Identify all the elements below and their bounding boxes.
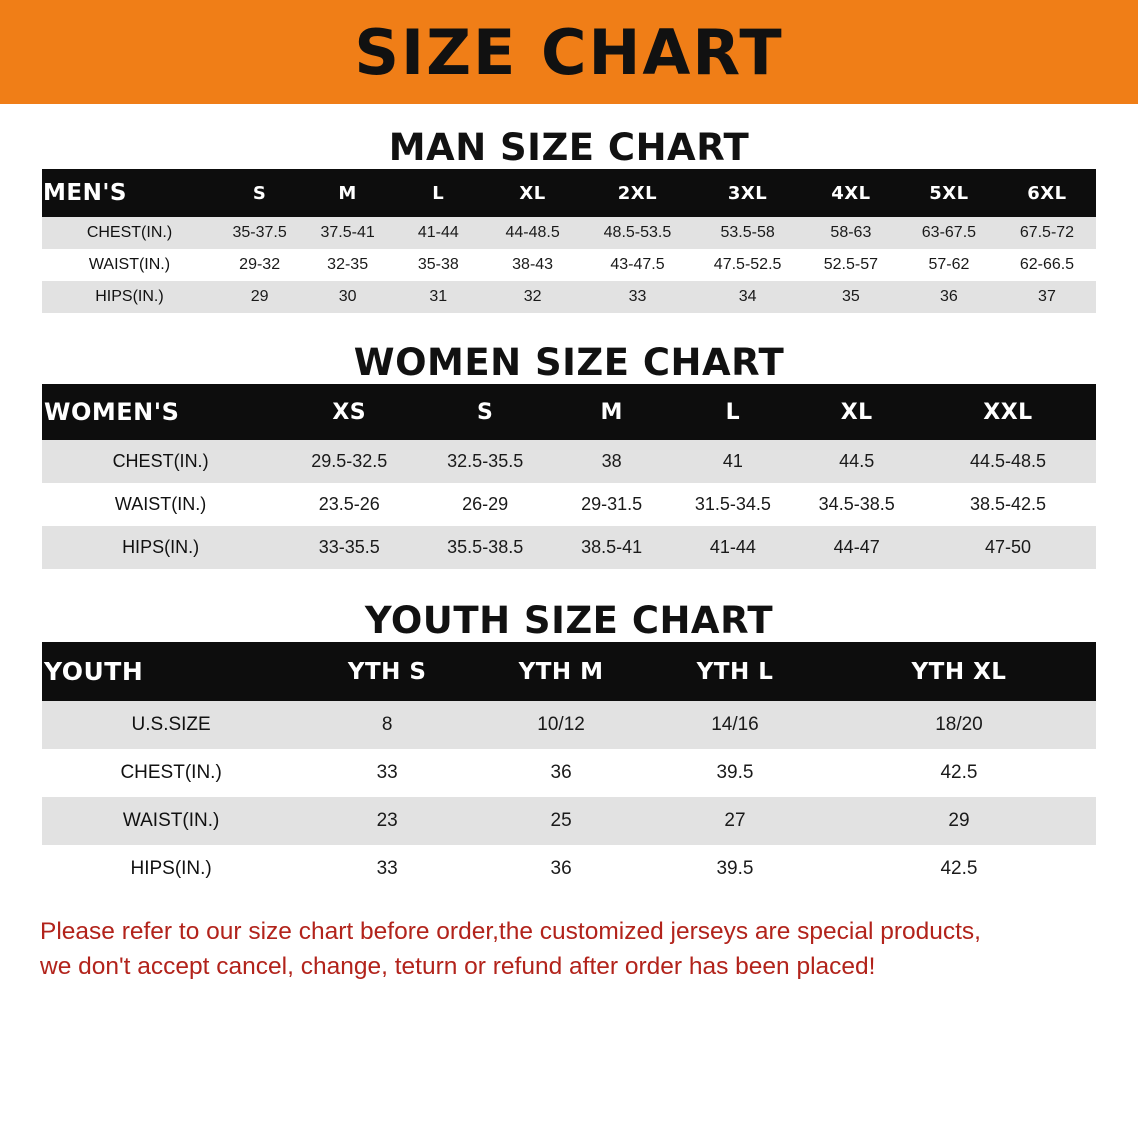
cell: 29-31.5 [551,483,672,526]
cell: 31.5-34.5 [672,483,793,526]
cell: 34.5-38.5 [793,483,919,526]
table-header-row [42,169,1096,217]
cell: 44.5 [793,440,919,483]
youth-header-cell: YTH M [474,642,648,701]
cell: 33 [300,749,474,797]
cell: 31 [393,281,484,313]
cell: 18/20 [822,701,1096,749]
row-label: HIPS(IN.) [42,526,279,569]
page-banner [0,0,1138,104]
row-label: WAIST(IN.) [42,249,217,281]
women-section-title: WOMEN SIZE CHART [353,341,785,384]
cell: 48.5-53.5 [582,217,694,249]
women-header-cell: WOMEN'S [42,384,279,440]
youth-size-table [42,642,1096,893]
cell: 57-62 [900,249,998,281]
women-size-table [42,384,1096,569]
cell: 14/16 [648,701,822,749]
table-row [42,749,1096,797]
cell: 23.5-26 [279,483,419,526]
cell: 36 [900,281,998,313]
table-row [42,483,1096,526]
row-label: WAIST(IN.) [42,483,279,526]
cell: 47.5-52.5 [693,249,802,281]
cell: 37.5-41 [302,217,393,249]
page-title: SIZE CHART [354,16,784,89]
cell: 38.5-42.5 [920,483,1096,526]
cell: 23 [300,797,474,845]
row-label: WAIST(IN.) [42,797,300,845]
women-table-wrap [0,384,1138,569]
cell: 52.5-57 [802,249,900,281]
cell: 34 [693,281,802,313]
cell: 43-47.5 [582,249,694,281]
row-label: HIPS(IN.) [42,281,217,313]
cell: 27 [648,797,822,845]
cell: 41-44 [672,526,793,569]
man-header-cell: 3XL [693,169,802,217]
man-table-wrap [0,169,1138,313]
row-label: CHEST(IN.) [42,749,300,797]
man-header-cell: 4XL [802,169,900,217]
cell: 8 [300,701,474,749]
cell: 53.5-58 [693,217,802,249]
cell: 58-63 [802,217,900,249]
cell: 47-50 [920,526,1096,569]
cell: 39.5 [648,749,822,797]
man-header-cell: M [302,169,393,217]
table-row [42,440,1096,483]
table-header-row [42,384,1096,440]
man-section-title: MAN SIZE CHART [388,126,750,169]
women-header-cell: S [419,384,551,440]
cell: 38-43 [484,249,582,281]
cell: 35 [802,281,900,313]
table-header-row [42,642,1096,701]
women-header-cell: XS [279,384,419,440]
women-header-cell: L [672,384,793,440]
cell: 35.5-38.5 [419,526,551,569]
man-header-cell: 2XL [582,169,694,217]
table-row [42,526,1096,569]
disclaimer-line-2: we don't accept cancel, change, teturn or refund after order has been placed! [40,952,876,980]
table-row [42,797,1096,845]
cell: 33-35.5 [279,526,419,569]
cell: 32 [484,281,582,313]
row-label: HIPS(IN.) [42,845,300,893]
table-row [42,701,1096,749]
cell: 36 [474,749,648,797]
man-header-cell: 5XL [900,169,998,217]
youth-section-title: YOUTH SIZE CHART [364,599,774,642]
man-size-table [42,169,1096,313]
cell: 44.5-48.5 [920,440,1096,483]
man-header-cell: MEN'S [42,169,217,217]
cell: 29 [217,281,302,313]
youth-table-wrap [0,642,1138,893]
cell: 29 [822,797,1096,845]
youth-header-cell: YOUTH [42,642,300,701]
cell: 39.5 [648,845,822,893]
cell: 35-38 [393,249,484,281]
table-row [42,281,1096,313]
cell: 37 [998,281,1096,313]
cell: 32.5-35.5 [419,440,551,483]
women-header-cell: XXL [920,384,1096,440]
row-label: CHEST(IN.) [42,440,279,483]
women-header-cell: M [551,384,672,440]
row-label: U.S.SIZE [42,701,300,749]
cell: 29.5-32.5 [279,440,419,483]
cell: 41 [672,440,793,483]
disclaimer-line-1: Please refer to our size chart before order,the customized jerseys are special products, [40,918,981,945]
man-header-cell: 6XL [998,169,1096,217]
table-row [42,845,1096,893]
cell: 63-67.5 [900,217,998,249]
cell: 42.5 [822,749,1096,797]
man-header-cell: XL [484,169,582,217]
cell: 32-35 [302,249,393,281]
cell: 10/12 [474,701,648,749]
cell: 36 [474,845,648,893]
cell: 38 [551,440,672,483]
cell: 41-44 [393,217,484,249]
man-header-cell: L [393,169,484,217]
youth-header-cell: YTH XL [822,642,1096,701]
cell: 33 [582,281,694,313]
disclaimer-note [40,915,1104,985]
cell: 42.5 [822,845,1096,893]
man-header-cell: S [217,169,302,217]
row-label: CHEST(IN.) [42,217,217,249]
women-header-cell: XL [793,384,919,440]
cell: 33 [300,845,474,893]
cell: 29-32 [217,249,302,281]
cell: 44-48.5 [484,217,582,249]
cell: 35-37.5 [217,217,302,249]
table-row [42,249,1096,281]
cell: 38.5-41 [551,526,672,569]
youth-header-cell: YTH L [648,642,822,701]
cell: 62-66.5 [998,249,1096,281]
cell: 26-29 [419,483,551,526]
youth-header-cell: YTH S [300,642,474,701]
cell: 30 [302,281,393,313]
table-row [42,217,1096,249]
cell: 25 [474,797,648,845]
cell: 44-47 [793,526,919,569]
cell: 67.5-72 [998,217,1096,249]
